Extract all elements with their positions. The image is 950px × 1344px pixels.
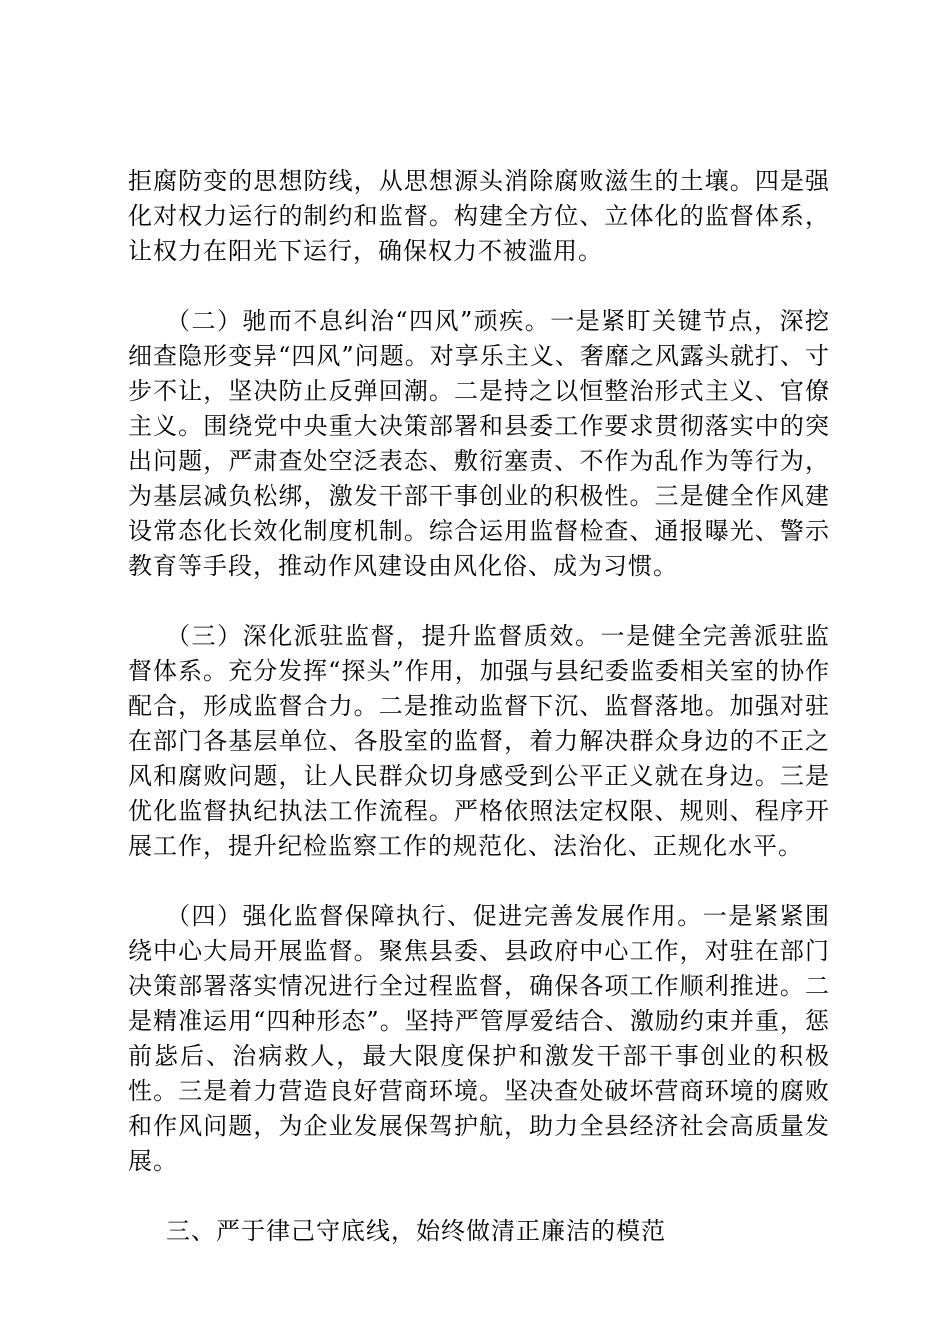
document-body: [128, 164, 830, 1249]
section-heading: 三、严于律己守底线，始终做清正廉洁的模范: [166, 1217, 666, 1245]
paragraph-section-4: （四）强化监督保障执行、促进完善发展作用。一是紧紧围绕中心大局开展监督。聚焦县委、县政府中心工作，对驻在部门决策部署落实情况进行全过程监督，确保各项工作顺利推进。二是精准运用“四种形态”。坚持严管厚爱结合、激励约束并重，惩前毖后、治病救人，最大限度保护和激发干部干事创业的积极性。三是着力营造良好营商环境。坚决查处破坏营商环境的腐败和作风问题，为企业发展保驾护航，助力全县经济社会高质量发展。: [128, 902, 830, 1175]
paragraph-section-2: （二）驰而不息纠治“四风”顽疾。一是紧盯关键节点，深挖细查隐形变异“四风”问题。对享乐主义、奢靡之风露头就打、寸步不让，坚决防止反弹回潮。二是持之以恒整治形式主义、官僚主义。围绕党中央重大决策部署和县委工作要求贯彻落实中的突出问题，严肃查处空泛表态、敷衍塞责、不作为乱作为等行为，为基层减负松绑，激发干部干事创业的积极性。三是健全作风建设常态化长效化制度机制。综合运用监督检查、通报曝光、警示教育等手段，推动作风建设由风化俗、成为习惯。: [128, 307, 830, 580]
paragraph-section-3: （三）深化派驻监督，提升监督质效。一是健全完善派驻监督体系。充分发挥“探头”作用，加强与县纪委监委相关室的协作配合，形成监督合力。二是推动监督下沉、监督落地。加强对驻在部门各基层单位、各股室的监督，着力解决群众身边的不正之风和腐败问题，让人民群众切身感受到公平正义就在身边。三是优化监督执纪执法工作流程。严格依照法定权限、规则、程序开展工作，提升纪检监察工作的规范化、法治化、正规化水平。: [128, 622, 830, 860]
paragraph-continuation: 拒腐防变的思想防线，从思想源头消除腐败滋生的土壤。四是强化对权力运行的制约和监督。构建全方位、立体化的监督体系，让权力在阳光下运行，确保权力不被滥用。: [128, 167, 830, 265]
